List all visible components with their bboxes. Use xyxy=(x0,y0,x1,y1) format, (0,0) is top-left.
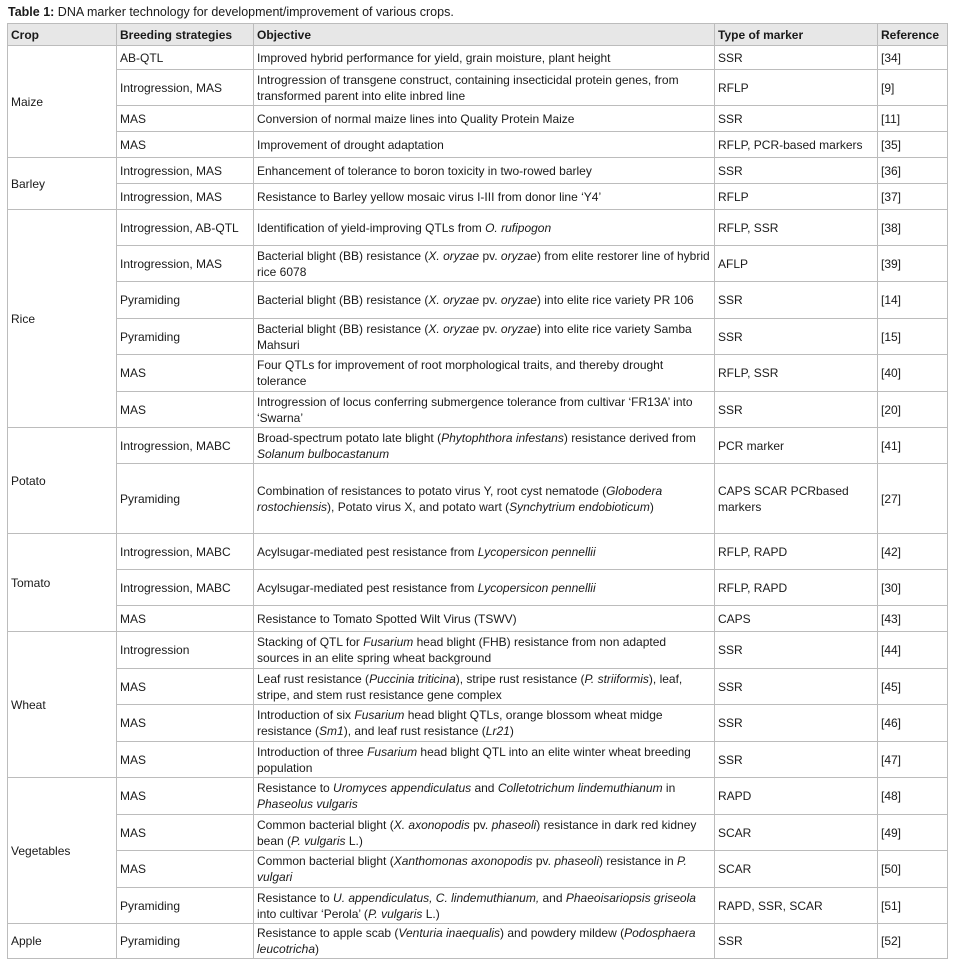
cell-breeding-strategy: Pyramiding xyxy=(117,924,254,959)
table-row xyxy=(8,106,948,132)
table-row xyxy=(8,428,948,464)
objective-text: pv. xyxy=(532,854,555,868)
objective-text: ) from elite restorer line of hybrid rice 6078 xyxy=(257,248,710,279)
cell-objective xyxy=(254,705,715,742)
cell-objective xyxy=(254,851,715,888)
cell-reference: [47] xyxy=(878,742,948,778)
caption-text: DNA marker technology for development/improvement of various crops. xyxy=(54,5,454,19)
objective-italic-text: Phaseolus vulgaris xyxy=(257,797,358,811)
cell-reference: [46] xyxy=(878,705,948,742)
cell-breeding-strategy: Introgression, AB-QTL xyxy=(117,210,254,246)
cell-breeding-strategy: Introgression, MABC xyxy=(117,428,254,464)
cell-breeding-strategy: Pyramiding xyxy=(117,464,254,534)
cell-breeding-strategy: Introgression, MAS xyxy=(117,70,254,106)
table-row xyxy=(8,158,948,184)
cell-marker-type: SCAR xyxy=(715,851,878,888)
table-row xyxy=(8,392,948,428)
objective-text: Resistance to Barley yellow mosaic virus I-III from donor line ‘Y4’ xyxy=(257,189,602,204)
objective-text: Bacterial blight (BB) resistance ( xyxy=(257,321,429,336)
cell-objective xyxy=(254,924,715,959)
table-row xyxy=(8,355,948,392)
table-body xyxy=(8,46,948,959)
cell-marker-type: RFLP, RAPD xyxy=(715,534,878,570)
objective-text: ) resistance in xyxy=(599,854,678,868)
objective-text: head blight QTL into an elite winter wheat breeding population xyxy=(257,744,691,775)
table-row xyxy=(8,319,948,355)
cell-reference: [51] xyxy=(878,888,948,924)
table-row xyxy=(8,184,948,210)
table-row xyxy=(8,70,948,106)
objective-italic-text: oryzae xyxy=(500,321,537,336)
objective-text: Resistance to Tomato Spotted Wilt Virus (TSWV) xyxy=(257,611,517,626)
cell-marker-type: SSR xyxy=(715,46,878,70)
cell-marker-type: SSR xyxy=(715,158,878,184)
cell-reference: [14] xyxy=(878,282,948,319)
objective-text: ) into elite rice variety Samba Mahsuri xyxy=(257,321,692,352)
cell-breeding-strategy: Pyramiding xyxy=(117,888,254,924)
table-row xyxy=(8,705,948,742)
cell-reference: [52] xyxy=(878,924,948,959)
objective-text: Improved hybrid performance for yield, grain moisture, plant height xyxy=(257,50,611,65)
cell-breeding-strategy: MAS xyxy=(117,606,254,632)
objective-italic-text: U. appendiculatus, C. lindemuthianum, xyxy=(333,890,540,905)
objective-text: Introduction of three xyxy=(257,744,368,759)
cell-marker-type: PCR marker xyxy=(715,428,878,464)
objective-text: pv. xyxy=(479,293,501,307)
objective-italic-text: X. oryzae xyxy=(428,293,480,307)
objective-text: ) resistance in dark red kidney bean ( xyxy=(257,817,697,848)
cell-breeding-strategy: Introgression, MABC xyxy=(117,534,254,570)
cell-reference: [44] xyxy=(878,632,948,669)
cell-reference: [34] xyxy=(878,46,948,70)
objective-text: Enhancement of tolerance to boron toxicity in two-rowed barley xyxy=(257,163,592,178)
header-crop: Crop xyxy=(8,24,117,46)
cell-breeding-strategy: Introgression xyxy=(117,632,254,669)
table-row xyxy=(8,632,948,669)
objective-text: Conversion of normal maize lines into Quality Protein Maize xyxy=(257,111,575,126)
cell-objective xyxy=(254,106,715,132)
table-row xyxy=(8,606,948,632)
cell-objective xyxy=(254,464,715,534)
objective-text: ) xyxy=(649,499,654,514)
cell-marker-type: SSR xyxy=(715,924,878,959)
objective-text: Stacking of QTL for xyxy=(257,635,364,649)
objective-italic-text: Lycopersicon pennellii xyxy=(477,580,596,595)
table-row xyxy=(8,669,948,705)
objective-italic-text: P. vulgari xyxy=(257,854,687,884)
objective-text: Bacterial blight (BB) resistance ( xyxy=(257,293,429,307)
objective-text: ) resistance derived from xyxy=(563,430,696,445)
cell-objective xyxy=(254,210,715,246)
cell-marker-type: SSR xyxy=(715,669,878,705)
cell-crop: Tomato xyxy=(8,534,117,632)
cell-objective xyxy=(254,815,715,851)
cell-objective xyxy=(254,392,715,428)
cell-reference: [38] xyxy=(878,210,948,246)
cell-objective xyxy=(254,742,715,778)
cell-breeding-strategy: MAS xyxy=(117,106,254,132)
table-row xyxy=(8,742,948,778)
objective-text: pv. xyxy=(479,321,501,336)
header-breeding-strategies: Breeding strategies xyxy=(117,24,254,46)
objective-italic-text: O. rufipogon xyxy=(485,220,552,235)
objective-italic-text: Venturia inaequalis xyxy=(398,926,501,940)
cell-marker-type: RFLP, SSR xyxy=(715,355,878,392)
objective-italic-text: Podosphaera leucotricha xyxy=(257,926,696,956)
objective-text: Bacterial blight (BB) resistance ( xyxy=(257,248,429,263)
cell-crop: Apple xyxy=(8,924,117,959)
objective-text: head blight QTLs, orange blossom wheat midge resistance ( xyxy=(257,708,663,738)
cell-marker-type: RFLP, RAPD xyxy=(715,570,878,606)
cell-breeding-strategy: MAS xyxy=(117,132,254,158)
cell-marker-type: CAPS SCAR PCRbased markers xyxy=(715,464,878,534)
objective-italic-text: Solanum bulbocastanum xyxy=(257,446,390,461)
objective-text: Introgression of locus conferring submergence tolerance from cultivar ‘FR13A’ into ‘Swarna’ xyxy=(257,394,693,425)
cell-reference: [37] xyxy=(878,184,948,210)
cell-objective xyxy=(254,158,715,184)
objective-italic-text: phaseoli xyxy=(491,817,537,832)
cell-breeding-strategy: MAS xyxy=(117,705,254,742)
cell-objective xyxy=(254,46,715,70)
cell-breeding-strategy: MAS xyxy=(117,742,254,778)
objective-text: ) and powdery mildew ( xyxy=(500,926,625,940)
objective-text: Identification of yield-improving QTLs from xyxy=(257,220,486,235)
table-row xyxy=(8,246,948,282)
objective-italic-text: phaseoli xyxy=(554,854,600,868)
cell-objective xyxy=(254,282,715,319)
objective-italic-text: Phytophthora infestans xyxy=(441,430,564,445)
header-reference: Reference xyxy=(878,24,948,46)
objective-italic-text: Puccinia triticina xyxy=(369,671,456,686)
cell-marker-type: RAPD xyxy=(715,778,878,815)
cell-crop: Barley xyxy=(8,158,117,210)
cell-reference: [36] xyxy=(878,158,948,184)
objective-italic-text: oryzae xyxy=(500,293,537,307)
cell-reference: [50] xyxy=(878,851,948,888)
cell-crop: Vegetables xyxy=(8,778,117,924)
cell-breeding-strategy: MAS xyxy=(117,778,254,815)
objective-text: Resistance to xyxy=(257,890,334,905)
objective-text: ), Potato virus X, and potato wart ( xyxy=(327,499,510,514)
objective-italic-text: Lr21 xyxy=(485,724,510,738)
cell-marker-type: SSR xyxy=(715,282,878,319)
cell-marker-type: AFLP xyxy=(715,246,878,282)
cell-reference: [11] xyxy=(878,106,948,132)
cell-marker-type: RFLP, PCR-based markers xyxy=(715,132,878,158)
cell-breeding-strategy: Introgression, MAS xyxy=(117,246,254,282)
objective-text: ) xyxy=(509,724,514,738)
objective-text: Introgression of transgene construct, containing insecticidal protein genes, from transformed parent into elite inbred line xyxy=(257,72,679,103)
cell-breeding-strategy: MAS xyxy=(117,355,254,392)
objective-italic-text: Fusarium xyxy=(354,708,405,722)
cell-objective xyxy=(254,184,715,210)
cell-reference: [45] xyxy=(878,669,948,705)
objective-italic-text: Colletotrichum lindemuthianum xyxy=(497,781,663,795)
table-row xyxy=(8,924,948,959)
cell-reference: [35] xyxy=(878,132,948,158)
cell-breeding-strategy: MAS xyxy=(117,851,254,888)
table-row xyxy=(8,534,948,570)
table-header-row xyxy=(8,24,948,46)
cell-crop: Wheat xyxy=(8,632,117,778)
objective-text: Four QTLs for improvement of root morphological traits, and thereby drought tolerance xyxy=(257,358,664,388)
objective-italic-text: X. oryzae xyxy=(428,321,480,336)
objective-text: ), and leaf rust resistance ( xyxy=(343,724,486,738)
header-objective: Objective xyxy=(254,24,715,46)
cell-objective xyxy=(254,246,715,282)
objective-text: into cultivar ‘Perola’ ( xyxy=(257,906,368,921)
objective-italic-text: Phaeoisariopsis griseola xyxy=(565,890,696,905)
cell-breeding-strategy: Introgression, MAS xyxy=(117,184,254,210)
cell-reference: [49] xyxy=(878,815,948,851)
objective-text: pv. xyxy=(469,817,492,832)
objective-text: pv. xyxy=(479,248,501,263)
cell-crop: Potato xyxy=(8,428,117,534)
cell-objective xyxy=(254,428,715,464)
marker-table xyxy=(7,23,948,959)
cell-marker-type: SSR xyxy=(715,392,878,428)
cell-objective xyxy=(254,669,715,705)
cell-marker-type: SSR xyxy=(715,319,878,355)
objective-text: Resistance to apple scab ( xyxy=(257,926,399,940)
cell-reference: [43] xyxy=(878,606,948,632)
table-row xyxy=(8,888,948,924)
cell-crop: Maize xyxy=(8,46,117,158)
cell-objective xyxy=(254,606,715,632)
objective-text: in xyxy=(662,781,676,795)
cell-objective xyxy=(254,355,715,392)
table-row xyxy=(8,282,948,319)
cell-breeding-strategy: Introgression, MABC xyxy=(117,570,254,606)
objective-text: Acylsugar-mediated pest resistance from xyxy=(257,544,478,559)
objective-text: ), leaf, stripe, and stem rust resistance gene complex xyxy=(257,671,683,702)
cell-reference: [15] xyxy=(878,319,948,355)
objective-text: L.) xyxy=(345,833,363,848)
cell-breeding-strategy: Pyramiding xyxy=(117,319,254,355)
objective-text: Introduction of six xyxy=(257,708,355,722)
table-row xyxy=(8,464,948,534)
cell-marker-type: SCAR xyxy=(715,815,878,851)
objective-text: ) xyxy=(315,942,320,956)
cell-objective xyxy=(254,534,715,570)
objective-italic-text: P. vulgaris xyxy=(291,833,346,848)
cell-reference: [39] xyxy=(878,246,948,282)
objective-italic-text: Xanthomonas axonopodis xyxy=(393,854,533,868)
objective-text: ) into elite rice variety PR 106 xyxy=(536,293,694,307)
objective-text: Common bacterial blight ( xyxy=(257,854,394,868)
cell-breeding-strategy: Introgression, MAS xyxy=(117,158,254,184)
objective-italic-text: Fusarium xyxy=(367,744,418,759)
objective-text: Common bacterial blight ( xyxy=(257,817,394,832)
cell-marker-type: SSR xyxy=(715,705,878,742)
cell-reference: [20] xyxy=(878,392,948,428)
cell-reference: [27] xyxy=(878,464,948,534)
cell-crop: Rice xyxy=(8,210,117,428)
objective-italic-text: oryzae xyxy=(500,248,537,263)
cell-objective xyxy=(254,70,715,106)
objective-italic-text: Globodera rostochiensis xyxy=(257,483,663,514)
objective-italic-text: Synchytrium endobioticum xyxy=(509,499,650,514)
table-row xyxy=(8,132,948,158)
objective-text: and xyxy=(539,890,566,905)
table-row xyxy=(8,210,948,246)
cell-marker-type: SSR xyxy=(715,632,878,669)
objective-italic-text: X. oryzae xyxy=(428,248,480,263)
cell-reference: [30] xyxy=(878,570,948,606)
cell-breeding-strategy: AB-QTL xyxy=(117,46,254,70)
table-row xyxy=(8,46,948,70)
objective-italic-text: P. striiformis xyxy=(584,671,649,686)
cell-objective xyxy=(254,319,715,355)
cell-reference: [48] xyxy=(878,778,948,815)
cell-objective xyxy=(254,778,715,815)
objective-text: Resistance to xyxy=(257,781,334,795)
objective-text: head blight (FHB) resistance from non adapted sources in an elite spring wheat background xyxy=(257,635,667,665)
cell-marker-type: RFLP, SSR xyxy=(715,210,878,246)
table-row xyxy=(8,851,948,888)
objective-italic-text: Fusarium xyxy=(363,635,414,649)
cell-breeding-strategy: MAS xyxy=(117,392,254,428)
table-row xyxy=(8,778,948,815)
objective-italic-text: X. axonopodis xyxy=(393,817,470,832)
cell-reference: [41] xyxy=(878,428,948,464)
cell-marker-type: SSR xyxy=(715,106,878,132)
cell-marker-type: CAPS xyxy=(715,606,878,632)
objective-text: Leaf rust resistance ( xyxy=(257,671,370,686)
cell-reference: [40] xyxy=(878,355,948,392)
cell-objective xyxy=(254,632,715,669)
objective-italic-text: Lycopersicon pennellii xyxy=(477,544,596,559)
cell-marker-type: RFLP xyxy=(715,70,878,106)
objective-text: Acylsugar-mediated pest resistance from xyxy=(257,580,478,595)
cell-reference: [42] xyxy=(878,534,948,570)
cell-reference: [9] xyxy=(878,70,948,106)
caption-label: Table 1: xyxy=(8,5,55,19)
table-caption xyxy=(8,3,454,21)
cell-breeding-strategy: MAS xyxy=(117,669,254,705)
objective-italic-text: Uromyces appendiculatus xyxy=(333,781,472,795)
cell-breeding-strategy: Pyramiding xyxy=(117,282,254,319)
cell-marker-type: RFLP xyxy=(715,184,878,210)
cell-objective xyxy=(254,132,715,158)
cell-objective xyxy=(254,570,715,606)
objective-text: and xyxy=(471,781,498,795)
objective-text: ), stripe rust resistance ( xyxy=(455,671,585,686)
objective-text: Improvement of drought adaptation xyxy=(257,137,444,152)
table-row xyxy=(8,570,948,606)
objective-text: Broad-spectrum potato late blight ( xyxy=(257,430,442,445)
cell-marker-type: RAPD, SSR, SCAR xyxy=(715,888,878,924)
objective-text: L.) xyxy=(422,906,440,921)
header-type-of-marker: Type of marker xyxy=(715,24,878,46)
cell-marker-type: SSR xyxy=(715,742,878,778)
cell-breeding-strategy: MAS xyxy=(117,815,254,851)
objective-text: Combination of resistances to potato virus Y, root cyst nematode ( xyxy=(257,483,607,498)
objective-italic-text: Sm1 xyxy=(319,724,344,738)
table-row xyxy=(8,815,948,851)
objective-italic-text: P. vulgaris xyxy=(367,906,423,921)
cell-objective xyxy=(254,888,715,924)
